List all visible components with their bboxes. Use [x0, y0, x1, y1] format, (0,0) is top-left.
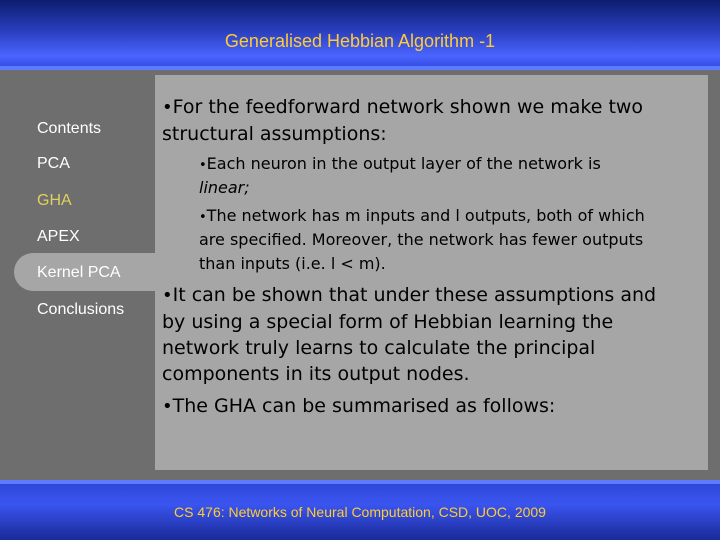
sub-bullet-2-line-3: than inputs (i.e. l < m). — [199, 254, 386, 273]
paragraph-2-line-1: •It can be shown that under these assumptions and — [162, 284, 657, 306]
footer-divider — [0, 480, 720, 484]
nav-item-pca[interactable]: PCA — [37, 155, 70, 172]
paragraph-1-line-1: •For the feedforward network shown we make two — [162, 96, 644, 118]
bullet: • — [199, 158, 207, 173]
paragraph-2-line-4: components in its output nodes. — [162, 363, 470, 385]
sub-bullet-1-line-2: linear; — [199, 178, 250, 197]
nav-item-gha[interactable]: GHA — [37, 192, 72, 209]
paragraph-2-line-2: by using a special form of Hebbian learning the — [162, 311, 614, 333]
bullet: • — [199, 210, 207, 225]
sidebar-nav — [0, 70, 155, 480]
nav-item-apex[interactable]: APEX — [37, 228, 80, 245]
sub-bullet-2-line-1: •The network has m inputs and l outputs, both of which — [199, 206, 645, 225]
paragraph-3-line-1: •The GHA can be summarised as follows: — [162, 395, 556, 417]
footer-text: CS 476: Networks of Neural Computation, CSD, UOC, 2009 — [174, 504, 546, 520]
bullet: • — [162, 97, 173, 118]
sub-bullet-2-line-2: are specified. Moreover, the network has fewer outputs — [199, 230, 644, 249]
nav-item-contents[interactable]: Contents — [37, 120, 102, 137]
paragraph-2-line-3: network truly learns to calculate the principal — [162, 337, 596, 359]
nav-item-kernel-pca[interactable]: Kernel PCA — [37, 264, 121, 281]
sub-bullet-1-line-1: •Each neuron in the output layer of the network is — [199, 154, 601, 173]
bullet: • — [162, 285, 173, 306]
slide-title: Generalised Hebbian Algorithm -1 — [224, 31, 496, 51]
nav-item-conclusions[interactable]: Conclusions — [37, 301, 125, 318]
paragraph-1-line-2: structural assumptions: — [162, 123, 387, 145]
bullet: • — [162, 396, 173, 417]
